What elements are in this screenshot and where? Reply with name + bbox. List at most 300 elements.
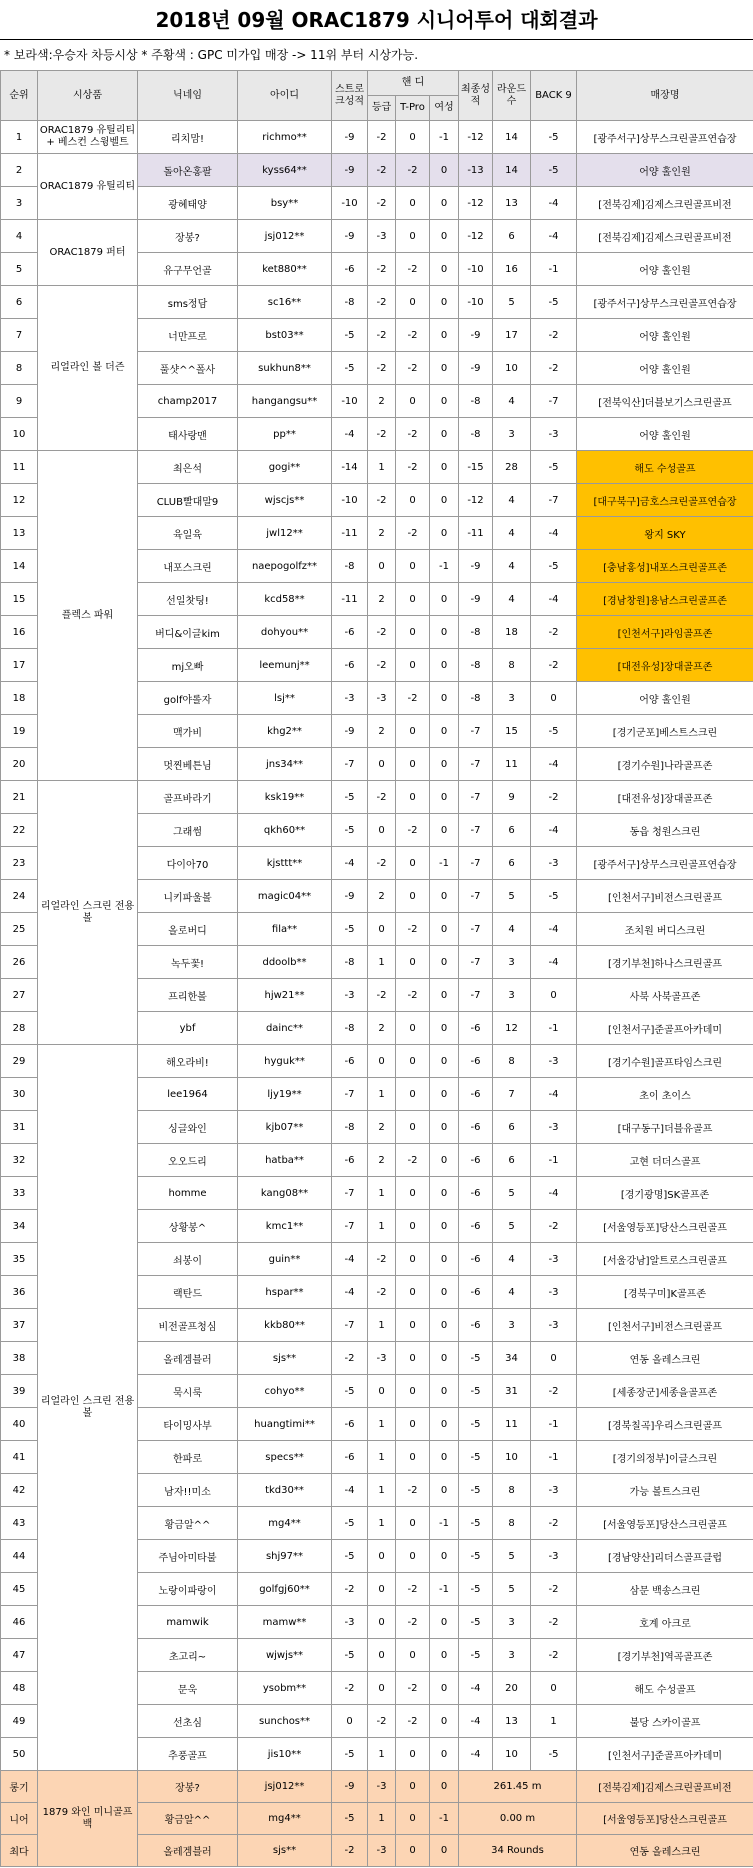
female-cell: 0 [430, 913, 459, 946]
back9-cell: -3 [531, 847, 577, 880]
store-cell: [대전유성]장대골프존 [577, 781, 753, 814]
back9-cell: -3 [531, 1111, 577, 1144]
stroke-cell: -4 [332, 1474, 368, 1507]
tpro-cell: -2 [396, 682, 430, 715]
final-cell: -7 [459, 748, 493, 781]
back9-cell: -7 [531, 484, 577, 517]
stroke-cell: -5 [332, 352, 368, 385]
store-cell: [경기광명]SK골프존 [577, 1177, 753, 1210]
store-cell: 해도 수성골프 [577, 1672, 753, 1705]
stroke-cell: -11 [332, 517, 368, 550]
stroke-cell: -5 [332, 781, 368, 814]
stroke-cell: -3 [332, 682, 368, 715]
store-cell: [전북김제]김제스크린골프비전 [577, 220, 753, 253]
id-cell: magic04** [238, 880, 332, 913]
footer-store: [전북김제]김제스크린골프비전 [577, 1771, 753, 1803]
rounds-cell: 5 [493, 1210, 531, 1243]
final-cell: -5 [459, 1408, 493, 1441]
store-cell: 어양 홀인원 [577, 352, 753, 385]
female-cell: 0 [430, 1045, 459, 1078]
nickname-cell: mj오빠 [138, 649, 238, 682]
tpro-cell: 0 [396, 1375, 430, 1408]
nickname-cell: 선일찻팅! [138, 583, 238, 616]
id-cell: hjw21** [238, 979, 332, 1012]
female-cell: 0 [430, 649, 459, 682]
footer-value: 261.45 m [459, 1771, 577, 1803]
back9-cell: 0 [531, 979, 577, 1012]
store-cell: [전북익산]더블보기스크린골프 [577, 385, 753, 418]
nickname-cell: lee1964 [138, 1078, 238, 1111]
back9-cell: 1 [531, 1705, 577, 1738]
stroke-cell: -6 [332, 1441, 368, 1474]
final-cell: -9 [459, 583, 493, 616]
stroke-cell: -6 [332, 253, 368, 286]
footer-grade: -3 [368, 1771, 396, 1803]
nickname-cell: 상황봉^ [138, 1210, 238, 1243]
header-nickname: 닉네임 [138, 71, 238, 121]
rank-cell: 19 [1, 715, 38, 748]
table-row [1, 1045, 753, 1078]
rank-cell: 16 [1, 616, 38, 649]
stroke-cell: -8 [332, 946, 368, 979]
rank-cell: 30 [1, 1078, 38, 1111]
female-cell: 0 [430, 1012, 459, 1045]
store-cell: [경북칠곡]우리스크린골프 [577, 1408, 753, 1441]
tpro-cell: -2 [396, 1606, 430, 1639]
id-cell: bsy** [238, 187, 332, 220]
final-cell: -5 [459, 1573, 493, 1606]
header-rank: 순위 [1, 71, 38, 121]
id-cell: hyguk** [238, 1045, 332, 1078]
tpro-cell: -2 [396, 517, 430, 550]
results-table [0, 70, 753, 1867]
back9-cell: -5 [531, 286, 577, 319]
rank-cell: 42 [1, 1474, 38, 1507]
store-cell: 불당 스카이골프 [577, 1705, 753, 1738]
final-cell: -6 [459, 1144, 493, 1177]
header-store: 매장명 [577, 71, 753, 121]
footer-nickname: 올레겜블러 [138, 1835, 238, 1867]
store-cell: [경기부천]역곡골프존 [577, 1639, 753, 1672]
back9-cell: -4 [531, 517, 577, 550]
prize-cell: 리얼라인 스크린 전용볼 [38, 1045, 138, 1771]
rounds-cell: 8 [493, 1507, 531, 1540]
id-cell: huangtimi** [238, 1408, 332, 1441]
rank-cell: 17 [1, 649, 38, 682]
id-cell: wjscjs** [238, 484, 332, 517]
grade-cell: -3 [368, 682, 396, 715]
footer-id: jsj012** [238, 1771, 332, 1803]
nickname-cell: 황금알^^ [138, 1507, 238, 1540]
footer-stroke: -2 [332, 1835, 368, 1867]
rounds-cell: 13 [493, 1705, 531, 1738]
stroke-cell: -10 [332, 187, 368, 220]
rank-cell: 39 [1, 1375, 38, 1408]
id-cell: sc16** [238, 286, 332, 319]
stroke-cell: -5 [332, 319, 368, 352]
stroke-cell: -10 [332, 385, 368, 418]
footer-stroke: -9 [332, 1771, 368, 1803]
grade-cell: 1 [368, 1309, 396, 1342]
tpro-cell: -2 [396, 913, 430, 946]
rank-cell: 11 [1, 451, 38, 484]
rounds-cell: 3 [493, 418, 531, 451]
nickname-cell: 광혜태양 [138, 187, 238, 220]
results-body [1, 121, 753, 1771]
stroke-cell: -3 [332, 1606, 368, 1639]
tpro-cell: 0 [396, 1408, 430, 1441]
final-cell: -7 [459, 880, 493, 913]
id-cell: cohyo** [238, 1375, 332, 1408]
back9-cell: -4 [531, 748, 577, 781]
grade-cell: 0 [368, 913, 396, 946]
prize-cell: ORAC1879 퍼터 [38, 220, 138, 286]
nickname-cell: 프리한볼 [138, 979, 238, 1012]
back9-cell: -3 [531, 1243, 577, 1276]
nickname-cell: champ2017 [138, 385, 238, 418]
rounds-cell: 8 [493, 1045, 531, 1078]
header-final: 최종성적 [459, 71, 493, 121]
store-cell: [인천서구]준골프아카데미 [577, 1738, 753, 1771]
back9-cell: -4 [531, 1078, 577, 1111]
stroke-cell: -11 [332, 583, 368, 616]
back9-cell: -2 [531, 319, 577, 352]
rank-cell: 33 [1, 1177, 38, 1210]
store-cell: 동읍 청원스크린 [577, 814, 753, 847]
footer-id: mg4** [238, 1803, 332, 1835]
stroke-cell: -2 [332, 1573, 368, 1606]
rounds-cell: 11 [493, 748, 531, 781]
tpro-cell: -2 [396, 1672, 430, 1705]
nickname-cell: 쇠봉이 [138, 1243, 238, 1276]
rounds-cell: 3 [493, 1606, 531, 1639]
final-cell: -6 [459, 1111, 493, 1144]
back9-cell: -1 [531, 1144, 577, 1177]
rounds-cell: 28 [493, 451, 531, 484]
tpro-cell: -2 [396, 814, 430, 847]
nickname-cell: CLUB빨대말9 [138, 484, 238, 517]
nickname-cell: 묵시룩 [138, 1375, 238, 1408]
back9-cell: -3 [531, 1276, 577, 1309]
final-cell: -7 [459, 847, 493, 880]
grade-cell: -2 [368, 352, 396, 385]
grade-cell: 0 [368, 1540, 396, 1573]
tpro-cell: 0 [396, 847, 430, 880]
header-tpro: T-Pro [396, 96, 430, 121]
rank-cell: 26 [1, 946, 38, 979]
final-cell: -7 [459, 946, 493, 979]
female-cell: 0 [430, 517, 459, 550]
final-cell: -4 [459, 1705, 493, 1738]
back9-cell: -5 [531, 1738, 577, 1771]
back9-cell: -2 [531, 1639, 577, 1672]
back9-cell: -1 [531, 253, 577, 286]
final-cell: -15 [459, 451, 493, 484]
grade-cell: -2 [368, 286, 396, 319]
female-cell: 0 [430, 1672, 459, 1705]
rank-cell: 4 [1, 220, 38, 253]
nickname-cell: 풀샷^^폴사 [138, 352, 238, 385]
store-cell: [대구북구]금호스크린골프연습장 [577, 484, 753, 517]
nickname-cell: 랙탄드 [138, 1276, 238, 1309]
female-cell: 0 [430, 946, 459, 979]
id-cell: ysobm** [238, 1672, 332, 1705]
back9-cell: -4 [531, 1177, 577, 1210]
store-cell: 어양 홀인원 [577, 682, 753, 715]
tpro-cell: 0 [396, 1210, 430, 1243]
id-cell: jwl12** [238, 517, 332, 550]
store-cell: 사북 사북골프존 [577, 979, 753, 1012]
rounds-cell: 3 [493, 1639, 531, 1672]
footer-tpro: 0 [396, 1771, 430, 1803]
id-cell: wjwjs** [238, 1639, 332, 1672]
nickname-cell: 태사랑맨 [138, 418, 238, 451]
final-cell: -7 [459, 781, 493, 814]
female-cell: 0 [430, 781, 459, 814]
final-cell: -7 [459, 715, 493, 748]
stroke-cell: -6 [332, 649, 368, 682]
back9-cell: -7 [531, 385, 577, 418]
rounds-cell: 3 [493, 946, 531, 979]
tpro-cell: 0 [396, 1045, 430, 1078]
female-cell: 0 [430, 880, 459, 913]
store-cell: [인천서구]비전스크린골프 [577, 1309, 753, 1342]
rank-cell: 27 [1, 979, 38, 1012]
female-cell: 0 [430, 484, 459, 517]
footer-female: 0 [430, 1835, 459, 1867]
female-cell: 0 [430, 715, 459, 748]
rank-cell: 46 [1, 1606, 38, 1639]
store-cell: 어양 홀인원 [577, 319, 753, 352]
tpro-cell: 0 [396, 946, 430, 979]
nickname-cell: 싱글와인 [138, 1111, 238, 1144]
header-id: 아이디 [238, 71, 332, 121]
rank-cell: 24 [1, 880, 38, 913]
id-cell: kang08** [238, 1177, 332, 1210]
back9-cell: -4 [531, 946, 577, 979]
final-cell: -7 [459, 814, 493, 847]
female-cell: 0 [430, 1342, 459, 1375]
grade-cell: 1 [368, 1507, 396, 1540]
grade-cell: 1 [368, 1177, 396, 1210]
stroke-cell: -8 [332, 286, 368, 319]
tpro-cell: 0 [396, 616, 430, 649]
store-cell: [인천서구]비전스크린골프 [577, 880, 753, 913]
tpro-cell: 0 [396, 1111, 430, 1144]
footer-label: 롱기 [1, 1771, 38, 1803]
nickname-cell: 올레겜블러 [138, 1342, 238, 1375]
back9-cell: -5 [531, 451, 577, 484]
final-cell: -6 [459, 1243, 493, 1276]
rounds-cell: 6 [493, 1111, 531, 1144]
stroke-cell: -6 [332, 1144, 368, 1177]
stroke-cell: -9 [332, 715, 368, 748]
stroke-cell: -8 [332, 550, 368, 583]
table-row [1, 121, 753, 154]
grade-cell: -2 [368, 484, 396, 517]
nickname-cell: 유구무언골 [138, 253, 238, 286]
tpro-cell: 0 [396, 1243, 430, 1276]
rounds-cell: 5 [493, 1540, 531, 1573]
rank-cell: 32 [1, 1144, 38, 1177]
final-cell: -8 [459, 682, 493, 715]
nickname-cell: 한파로 [138, 1441, 238, 1474]
back9-cell: -2 [531, 1375, 577, 1408]
female-cell: 0 [430, 319, 459, 352]
rank-cell: 29 [1, 1045, 38, 1078]
nickname-cell: homme [138, 1177, 238, 1210]
footer-id: sjs** [238, 1835, 332, 1867]
store-cell: 어양 홀인원 [577, 418, 753, 451]
tpro-cell: 0 [396, 550, 430, 583]
grade-cell: 0 [368, 550, 396, 583]
stroke-cell: -9 [332, 154, 368, 187]
final-cell: -6 [459, 1078, 493, 1111]
final-cell: -6 [459, 1045, 493, 1078]
store-cell: [경기수원]나라골프존 [577, 748, 753, 781]
female-cell: 0 [430, 418, 459, 451]
rank-cell: 47 [1, 1639, 38, 1672]
final-cell: -10 [459, 286, 493, 319]
nickname-cell: ybf [138, 1012, 238, 1045]
tpro-cell: 0 [396, 880, 430, 913]
stroke-cell: -6 [332, 1408, 368, 1441]
stroke-cell: -7 [332, 1210, 368, 1243]
final-cell: -6 [459, 1177, 493, 1210]
stroke-cell: -8 [332, 1111, 368, 1144]
store-cell: 어양 홀인원 [577, 253, 753, 286]
grade-cell: 1 [368, 946, 396, 979]
tpro-cell: 0 [396, 484, 430, 517]
tpro-cell: 0 [396, 1177, 430, 1210]
tpro-cell: -2 [396, 319, 430, 352]
rank-cell: 1 [1, 121, 38, 154]
tpro-cell: 0 [396, 385, 430, 418]
id-cell: ddoolb** [238, 946, 332, 979]
stroke-cell: -4 [332, 847, 368, 880]
rank-cell: 38 [1, 1342, 38, 1375]
female-cell: 0 [430, 1276, 459, 1309]
tpro-cell: -2 [396, 1144, 430, 1177]
nickname-cell: 오오드리 [138, 1144, 238, 1177]
final-cell: -13 [459, 154, 493, 187]
rounds-cell: 5 [493, 286, 531, 319]
final-cell: -4 [459, 1672, 493, 1705]
grade-cell: 2 [368, 583, 396, 616]
id-cell: dainc** [238, 1012, 332, 1045]
stroke-cell: -9 [332, 880, 368, 913]
id-cell: hatba** [238, 1144, 332, 1177]
id-cell: kmc1** [238, 1210, 332, 1243]
female-cell: 0 [430, 748, 459, 781]
id-cell: kkb80** [238, 1309, 332, 1342]
id-cell: ljy19** [238, 1078, 332, 1111]
stroke-cell: -8 [332, 1012, 368, 1045]
id-cell: qkh60** [238, 814, 332, 847]
nickname-cell: 맥가비 [138, 715, 238, 748]
female-cell: 0 [430, 253, 459, 286]
final-cell: -12 [459, 121, 493, 154]
rank-cell: 2 [1, 154, 38, 187]
final-cell: -8 [459, 649, 493, 682]
store-cell: 연동 올레스크린 [577, 1342, 753, 1375]
final-cell: -8 [459, 616, 493, 649]
store-cell: [광주서구]상무스크린골프연습장 [577, 847, 753, 880]
rounds-cell: 7 [493, 1078, 531, 1111]
rounds-cell: 8 [493, 1474, 531, 1507]
back9-cell: -5 [531, 880, 577, 913]
grade-cell: 2 [368, 385, 396, 418]
nickname-cell: 육일육 [138, 517, 238, 550]
stroke-cell: -5 [332, 1639, 368, 1672]
tpro-cell: -2 [396, 1474, 430, 1507]
store-cell: [경남양산]리더스골프클럽 [577, 1540, 753, 1573]
final-cell: -7 [459, 913, 493, 946]
store-cell: 조치원 버디스크린 [577, 913, 753, 946]
rounds-cell: 4 [493, 517, 531, 550]
nickname-cell: 버디&이글kim [138, 616, 238, 649]
rounds-cell: 5 [493, 880, 531, 913]
id-cell: gogi** [238, 451, 332, 484]
tpro-cell: 0 [396, 748, 430, 781]
rounds-cell: 6 [493, 220, 531, 253]
back9-cell: -1 [531, 1441, 577, 1474]
grade-cell: -2 [368, 154, 396, 187]
grade-cell: 0 [368, 1639, 396, 1672]
female-cell: 0 [430, 1705, 459, 1738]
nickname-cell: 다이아70 [138, 847, 238, 880]
footer-tpro: 0 [396, 1835, 430, 1867]
id-cell: tkd30** [238, 1474, 332, 1507]
grade-cell: 2 [368, 880, 396, 913]
stroke-cell: -2 [332, 1672, 368, 1705]
stroke-cell: -6 [332, 1045, 368, 1078]
female-cell: 0 [430, 1474, 459, 1507]
rank-cell: 37 [1, 1309, 38, 1342]
rounds-cell: 15 [493, 715, 531, 748]
nickname-cell: 비전골프청심 [138, 1309, 238, 1342]
rank-cell: 10 [1, 418, 38, 451]
stroke-cell: -5 [332, 1738, 368, 1771]
final-cell: -5 [459, 1342, 493, 1375]
rounds-cell: 9 [493, 781, 531, 814]
grade-cell: -2 [368, 418, 396, 451]
id-cell: pp** [238, 418, 332, 451]
grade-cell: 0 [368, 1606, 396, 1639]
id-cell: naepogolfz** [238, 550, 332, 583]
tpro-cell: 0 [396, 1309, 430, 1342]
stroke-cell: 0 [332, 1705, 368, 1738]
rank-cell: 9 [1, 385, 38, 418]
back9-cell: -2 [531, 1573, 577, 1606]
grade-cell: 2 [368, 1012, 396, 1045]
back9-cell: -2 [531, 649, 577, 682]
id-cell: ket880** [238, 253, 332, 286]
table-row [1, 154, 753, 187]
id-cell: ksk19** [238, 781, 332, 814]
stroke-cell: -4 [332, 418, 368, 451]
female-cell: 0 [430, 1210, 459, 1243]
tpro-cell: -2 [396, 418, 430, 451]
grade-cell: 0 [368, 1045, 396, 1078]
grade-cell: -2 [368, 121, 396, 154]
header-handi: 핸 디 [368, 71, 459, 96]
nickname-cell: 노랑이파랑이 [138, 1573, 238, 1606]
back9-cell: -4 [531, 814, 577, 847]
female-cell: 0 [430, 979, 459, 1012]
tpro-cell: -2 [396, 451, 430, 484]
female-cell: 0 [430, 1540, 459, 1573]
